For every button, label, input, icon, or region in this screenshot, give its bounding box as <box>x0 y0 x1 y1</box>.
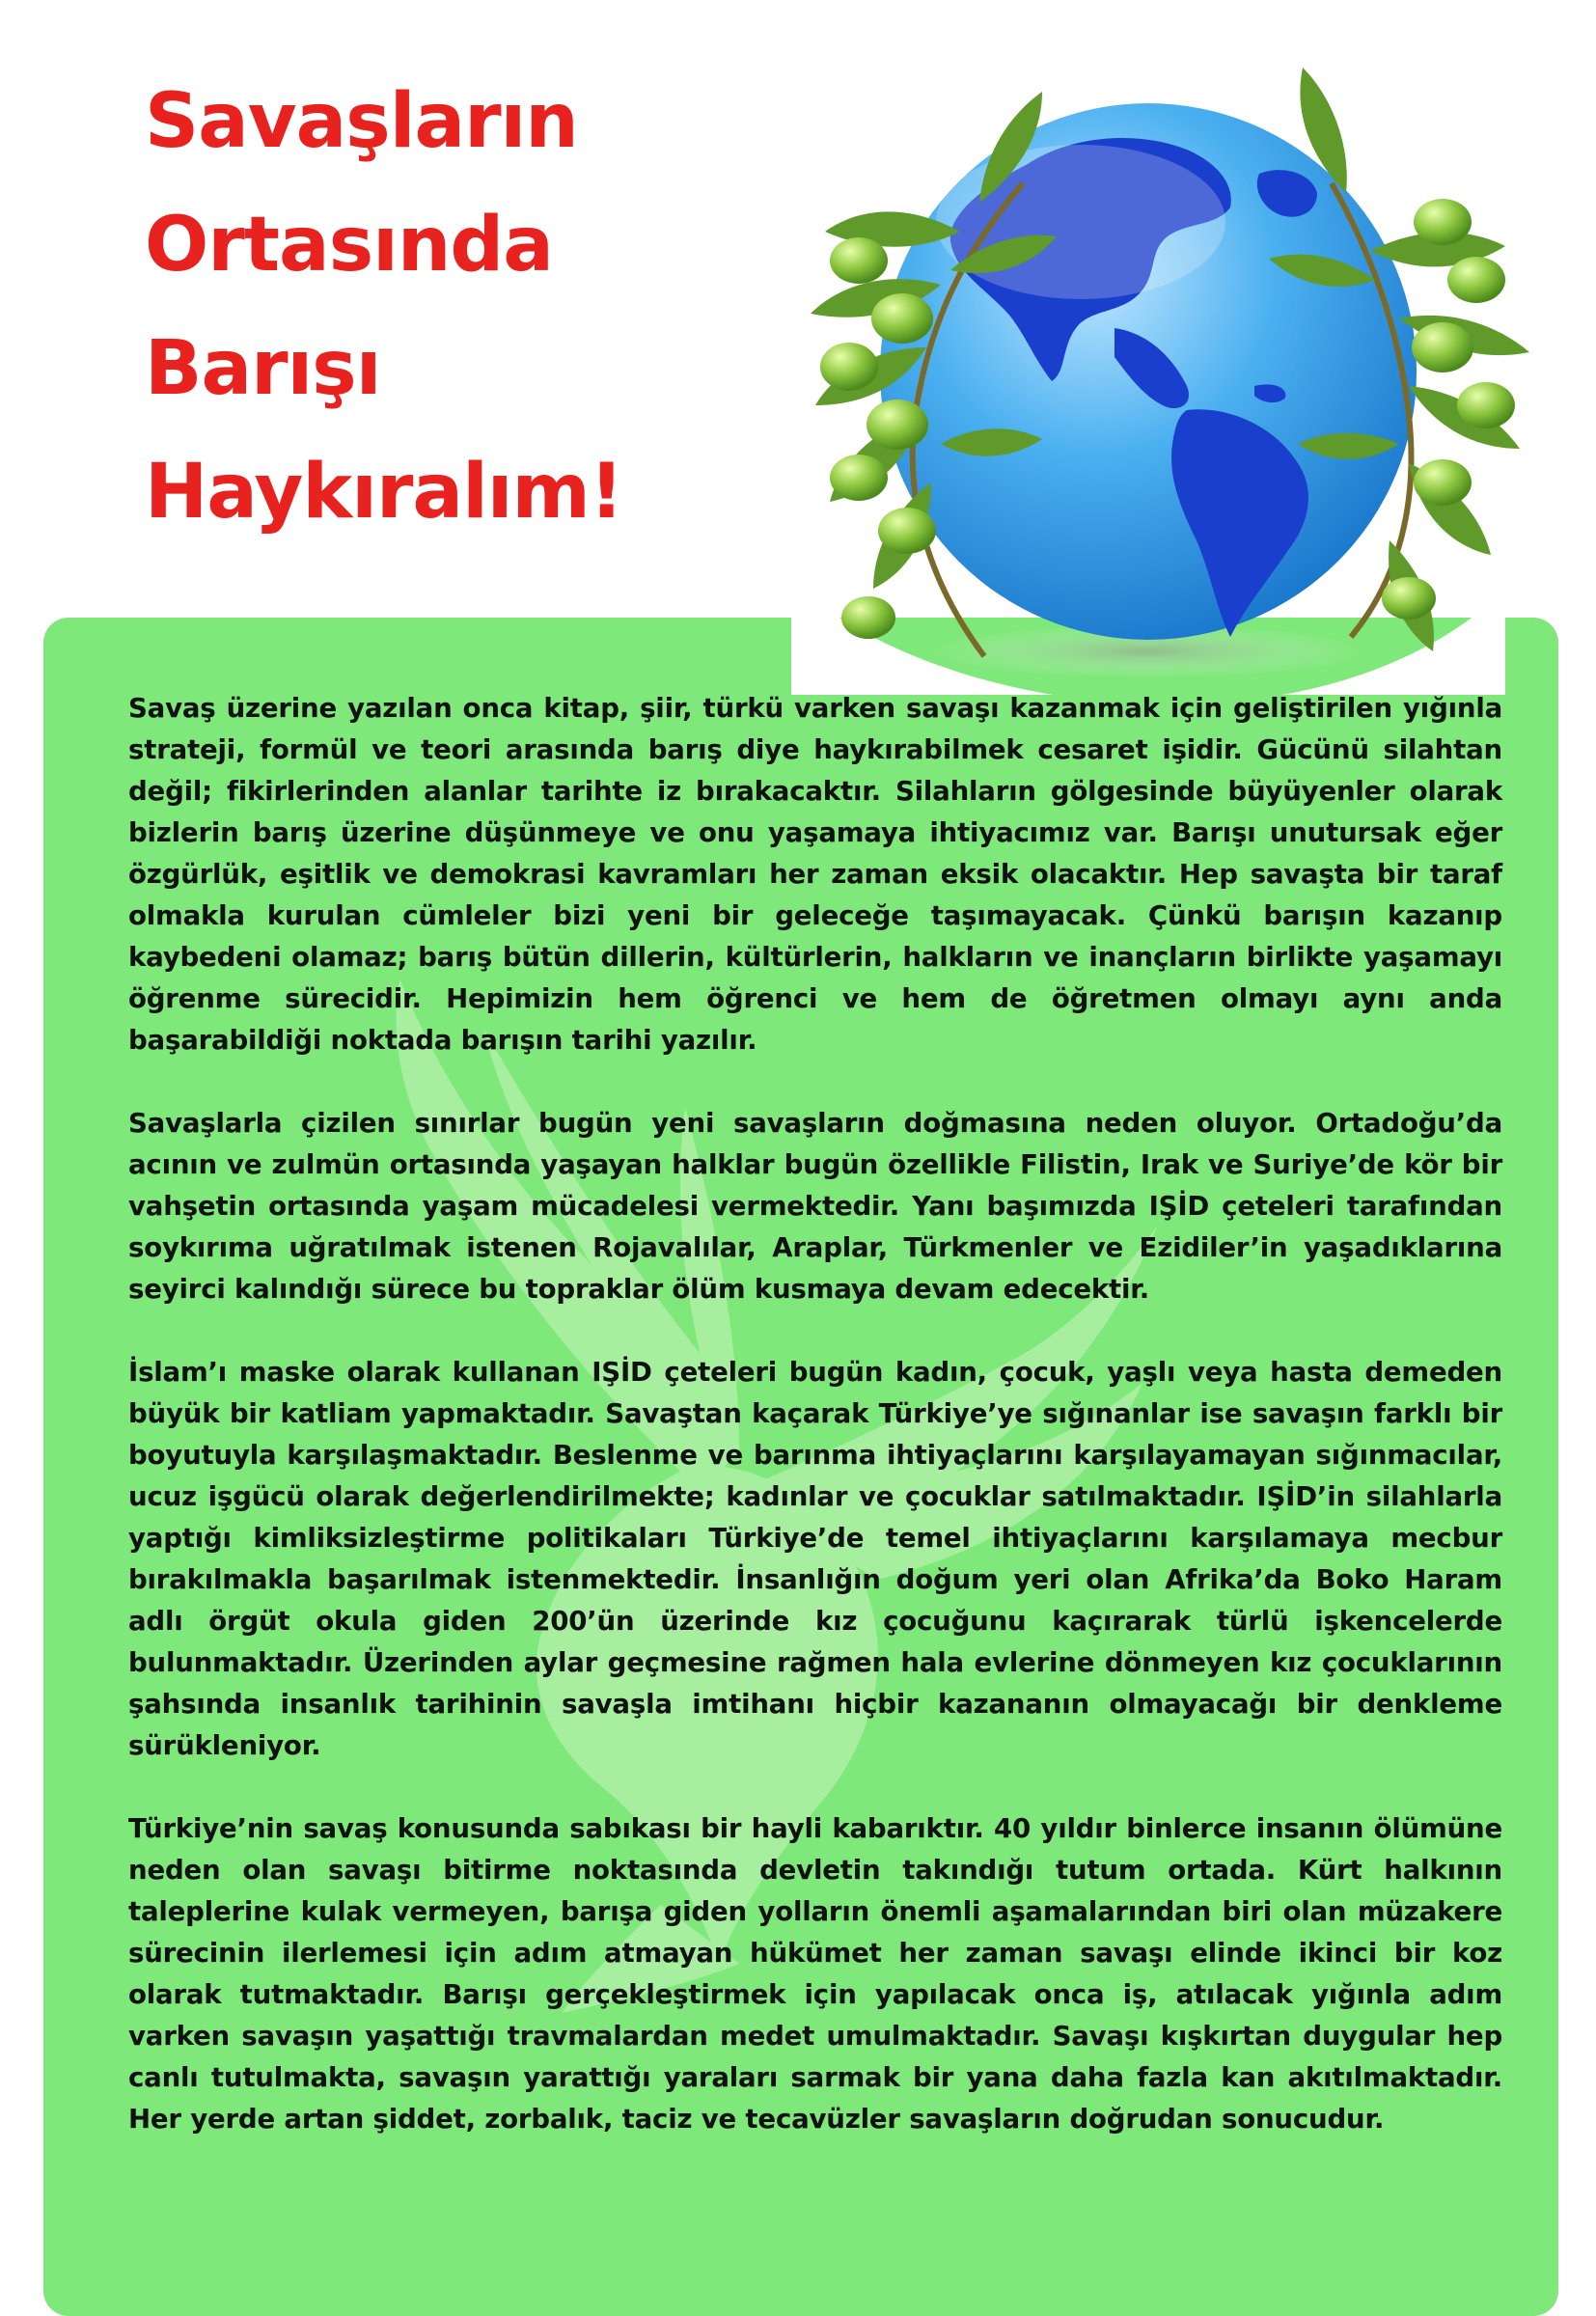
title-line-4: Haykıralım! <box>145 449 623 536</box>
title-line-1: Savaşların <box>145 78 578 165</box>
paragraph-4: Türkiye’nin savaş konusunda sabıkası bir hayli kabarıktır. 40 yıldır binlerce insanın ölümüne neden olan savaşı bitirme noktasında devletin takındığı tutum ortada. Kürt halkının taleplerine kulak vermeyen, barışa giden yolların önemli aşamalarından biri olan müzakere sürecinin ilerlemesi için adım atmayan hükümet her zaman savaşı elinde ikinci bir koz olarak tutmaktadır. Barışı gerçekleştirmek için yapılacak onca iş, atılacak yığınla adım varken savaşın yaşattığı travmalardan medet umulmaktadır. Savaşı kışkırtan duygular hep canlı tutulmakta, savaşın yarattığı yaraları sarmak bir yana daha fazla kan akıtılmaktadır. Her yerde artan şiddet, zorbalık, taciz ve tecavüzler savaşların doğrudan sonucudur. <box>128 1812 1502 2135</box>
title-line-2: Ortasında <box>145 202 553 289</box>
page-title <box>145 60 762 554</box>
globe-with-olive-branches-icon <box>733 39 1563 695</box>
article-body <box>128 687 1502 2139</box>
text-panel <box>43 618 1558 2316</box>
paragraph-3: İslam’ı maske olarak kullanan IŞİD çeteleri bugün kadın, çocuk, yaşlı veya hasta demeden büyük bir katliam yapmaktadır. Savaştan kaçarak Türkiye’ye sığınanlar ise savaşın farklı bir boyutuyla karşılaşmaktadır. Beslenme ve barınma ihtiyaçlarını karşılayamayan sığınmacılar, ucuz işgücü olarak değerlendirilmekte; kadınlar ve çocuklar satılmaktadır. IŞİD’in silahlarla yaptığı kimliksizleştirme politikaları Türkiye’de temel ihtiyaçlarını karşılamaya mecbur bırakılmakla başarılmak istenmektedir. İnsanlığın doğum yeri olan Afrika’da Boko Haram adlı örgüt okula giden 200’ün üzerinde kız çocuğunu kaçırarak türlü işkencelerde bulunmaktadır. Üzerinden aylar geçmesine rağmen hala evlerine dönmeyen kız çocuklarının şahsında insanlık tarihinin savaşla imtihanı hiçbir kazananın olmayacağı bir denkleme sürükleniyor. <box>128 1356 1502 1761</box>
title-line-3: Barışı <box>145 325 381 412</box>
paragraph-1: Savaş üzerine yazılan onca kitap, şiir, türkü varken savaşı kazanmak için geliştirilen yığınla strateji, formül ve teori arasında barış diye haykırabilmek cesaret işidir. Gücünü silahtan değil; fikirlerinden alanlar tarihte iz bırakacaktır. Silahların gölgesinde büyüyenler olarak bizlerin barış üzerine düşünmeye ve onu yaşamaya ihtiyacımız var. Barışı unutursak eğer özgürlük, eşitlik ve demokrasi kavramları her zaman eksik olacaktır. Hep savaşta bir taraf olmakla kurulan cümleler bizi yeni bir geleceğe taşımayacak. Çünkü barışın kazanıp kaybedeni olamaz; barış bütün dillerin, kültürlerin, halkların ve inançların birlikte yaşamayı öğrenme sürecidir. Hepimizin hem öğrenci ve hem de öğretmen olmayı aynı anda başarabildiği noktada barışın tarihi yazılır. <box>128 692 1502 1056</box>
paragraph-2: Savaşlarla çizilen sınırlar bugün yeni savaşların doğmasına neden oluyor. Ortadoğu’da acının ve zulmün ortasında yaşayan halklar bugün özellikle Filistin, Irak ve Suriye’de kör bir vahşetin ortasında yaşam mücadelesi vermektedir. Yanı başımızda IŞİD çeteleri tarafından soykırıma uğratılmak istenen Rojavalılar, Araplar, Türkmenler ve Ezidiler’in yaşadıklarına seyirci kalındığı sürece bu topraklar ölüm kusmaya devam edecektir. <box>128 1107 1502 1305</box>
